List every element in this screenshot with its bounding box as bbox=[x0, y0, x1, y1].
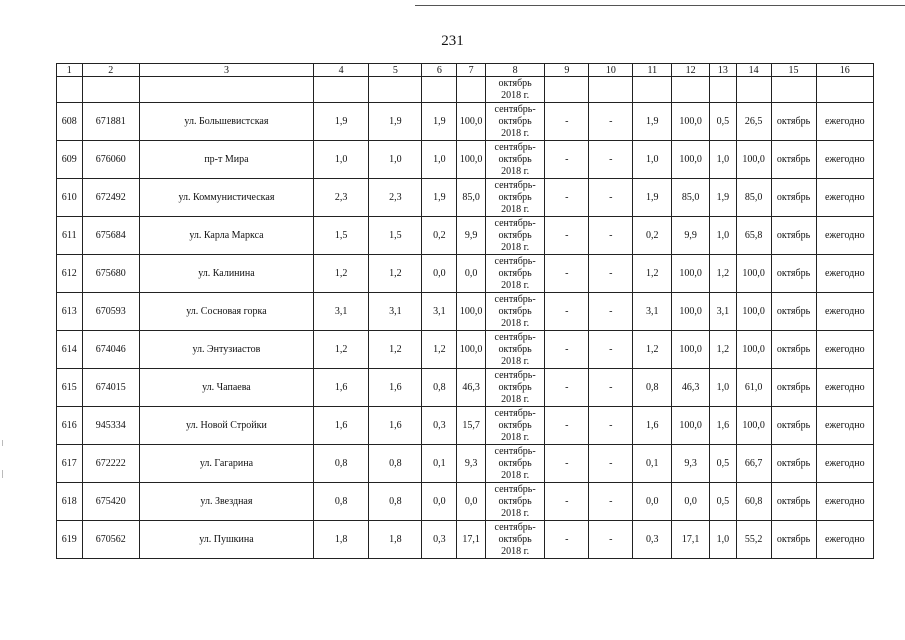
table-cell: - bbox=[589, 407, 633, 445]
period-cell bbox=[485, 77, 544, 103]
table-cell: 1,2 bbox=[710, 331, 737, 369]
table-header-row bbox=[57, 64, 874, 77]
table-cell: 3,1 bbox=[633, 293, 672, 331]
table-cell: 0,5 bbox=[710, 103, 737, 141]
table-row bbox=[57, 445, 874, 483]
table-row bbox=[57, 255, 874, 293]
table-cell: ежегодно bbox=[816, 103, 873, 141]
column-header: 11 bbox=[633, 64, 672, 77]
table-cell: 17,1 bbox=[672, 521, 710, 559]
column-header: 1 bbox=[57, 64, 83, 77]
table-cell bbox=[57, 77, 83, 103]
period-cell bbox=[485, 103, 544, 141]
table-cell: ежегодно bbox=[816, 369, 873, 407]
table-cell bbox=[369, 77, 422, 103]
table-cell: - bbox=[589, 141, 633, 179]
period-line: сентябрь- bbox=[494, 217, 536, 229]
table-cell: ежегодно bbox=[816, 293, 873, 331]
table-cell: 1,0 bbox=[422, 141, 457, 179]
table-cell: 0,5 bbox=[710, 483, 737, 521]
table-cell: 0,0 bbox=[457, 255, 486, 293]
period-line: 2018 г. bbox=[501, 469, 530, 481]
table-cell: октябрь bbox=[771, 407, 816, 445]
table-cell: 3,1 bbox=[710, 293, 737, 331]
table-cell: 1,2 bbox=[422, 331, 457, 369]
table-cell bbox=[710, 77, 737, 103]
table-cell bbox=[589, 77, 633, 103]
table-cell: 9,3 bbox=[672, 445, 710, 483]
column-header: 16 bbox=[816, 64, 873, 77]
table-cell: 9,3 bbox=[457, 445, 486, 483]
table-cell: 1,2 bbox=[369, 255, 422, 293]
table-cell: 618 bbox=[57, 483, 83, 521]
period-cell bbox=[485, 445, 544, 483]
table-cell: 0,8 bbox=[313, 445, 368, 483]
table-cell: ежегодно bbox=[816, 141, 873, 179]
table-cell: ежегодно bbox=[816, 407, 873, 445]
table-cell: - bbox=[545, 217, 589, 255]
table-cell: 611 bbox=[57, 217, 83, 255]
table-cell: 0,5 bbox=[710, 445, 737, 483]
table-cell: 1,0 bbox=[710, 521, 737, 559]
table-cell: 1,9 bbox=[710, 179, 737, 217]
table-row bbox=[57, 407, 874, 445]
table-cell: 676060 bbox=[82, 141, 139, 179]
table-cell: - bbox=[589, 483, 633, 521]
table-cell: 1,2 bbox=[710, 255, 737, 293]
table-cell: 0,0 bbox=[457, 483, 486, 521]
table-cell: 675684 bbox=[82, 217, 139, 255]
table-row bbox=[57, 141, 874, 179]
table-cell: ежегодно bbox=[816, 521, 873, 559]
table-cell: 0,8 bbox=[422, 369, 457, 407]
period-line: 2018 г. bbox=[501, 545, 530, 557]
table-cell: 1,0 bbox=[313, 141, 368, 179]
table-cell: октябрь bbox=[771, 293, 816, 331]
table-cell: 1,0 bbox=[633, 141, 672, 179]
table-cell: 1,0 bbox=[710, 369, 737, 407]
table-cell: 85,0 bbox=[457, 179, 486, 217]
period-line: 2018 г. bbox=[501, 127, 530, 139]
table-cell bbox=[736, 77, 771, 103]
table-cell: 671881 bbox=[82, 103, 139, 141]
table-cell: 3,1 bbox=[369, 293, 422, 331]
scan-edge-mark bbox=[2, 440, 3, 446]
period-line: сентябрь- bbox=[494, 103, 536, 115]
table-cell: 100,0 bbox=[672, 293, 710, 331]
table-cell: 0,3 bbox=[422, 407, 457, 445]
table-cell bbox=[82, 77, 139, 103]
table-cell: ежегодно bbox=[816, 445, 873, 483]
address-cell: ул. Калинина bbox=[139, 255, 313, 293]
table-cell: 1,5 bbox=[369, 217, 422, 255]
top-rule bbox=[415, 5, 905, 6]
table-cell: 100,0 bbox=[672, 407, 710, 445]
table-cell: 0,2 bbox=[422, 217, 457, 255]
address-cell: ул. Гагарина bbox=[139, 445, 313, 483]
table-cell: 1,9 bbox=[313, 103, 368, 141]
table-row bbox=[57, 293, 874, 331]
table-cell: 609 bbox=[57, 141, 83, 179]
table-cell: - bbox=[545, 179, 589, 217]
period-line: 2018 г. bbox=[501, 279, 530, 291]
table-cell: 612 bbox=[57, 255, 83, 293]
table-cell: 0,3 bbox=[422, 521, 457, 559]
table-cell: 1,6 bbox=[369, 407, 422, 445]
table-cell bbox=[672, 77, 710, 103]
period-cell bbox=[485, 141, 544, 179]
period-cell bbox=[485, 331, 544, 369]
table-cell: 1,9 bbox=[633, 179, 672, 217]
table-cell: 1,6 bbox=[710, 407, 737, 445]
table-cell: октябрь bbox=[771, 255, 816, 293]
table-cell: - bbox=[545, 521, 589, 559]
table-cell: 0,3 bbox=[633, 521, 672, 559]
table-cell: ежегодно bbox=[816, 179, 873, 217]
table-cell: 0,0 bbox=[672, 483, 710, 521]
table-cell: 3,1 bbox=[422, 293, 457, 331]
table-cell: 9,9 bbox=[457, 217, 486, 255]
address-cell: ул. Новой Стройки bbox=[139, 407, 313, 445]
table-cell bbox=[422, 77, 457, 103]
table-cell: октябрь bbox=[771, 445, 816, 483]
table-cell: 1,0 bbox=[369, 141, 422, 179]
table-cell: 0,8 bbox=[313, 483, 368, 521]
table-cell: 610 bbox=[57, 179, 83, 217]
table-cell bbox=[633, 77, 672, 103]
column-header: 10 bbox=[589, 64, 633, 77]
table-cell: 100,0 bbox=[457, 141, 486, 179]
period-line: 2018 г. bbox=[501, 241, 530, 253]
table-cell: 2,3 bbox=[313, 179, 368, 217]
table-cell: - bbox=[545, 331, 589, 369]
period-line: октябрь bbox=[498, 343, 532, 355]
period-cell bbox=[485, 369, 544, 407]
period-line: 2018 г. bbox=[501, 431, 530, 443]
table-cell: 613 bbox=[57, 293, 83, 331]
period-line: октябрь bbox=[498, 191, 532, 203]
period-line: октябрь bbox=[498, 77, 532, 89]
table-cell: 0,8 bbox=[369, 483, 422, 521]
table-cell: ежегодно bbox=[816, 331, 873, 369]
scan-edge-mark bbox=[2, 470, 3, 478]
table-cell bbox=[771, 77, 816, 103]
table-cell: 100,0 bbox=[672, 141, 710, 179]
table-cell: 1,9 bbox=[633, 103, 672, 141]
table-cell: 1,0 bbox=[710, 217, 737, 255]
table-cell: 100,0 bbox=[736, 331, 771, 369]
period-line: 2018 г. bbox=[501, 203, 530, 215]
table-cell: 675680 bbox=[82, 255, 139, 293]
period-cell bbox=[485, 521, 544, 559]
table-cell: 0,0 bbox=[422, 255, 457, 293]
table-cell: 0,8 bbox=[369, 445, 422, 483]
table-cell: 674046 bbox=[82, 331, 139, 369]
period-line: 2018 г. bbox=[501, 165, 530, 177]
table-cell: - bbox=[545, 293, 589, 331]
table-cell: октябрь bbox=[771, 179, 816, 217]
table-cell: - bbox=[589, 217, 633, 255]
table-cell: 61,0 bbox=[736, 369, 771, 407]
table-cell: 614 bbox=[57, 331, 83, 369]
column-header: 9 bbox=[545, 64, 589, 77]
table-cell: - bbox=[589, 179, 633, 217]
table-cell: октябрь bbox=[771, 331, 816, 369]
period-line: октябрь bbox=[498, 115, 532, 127]
table-cell: 1,6 bbox=[313, 369, 368, 407]
table-cell: 1,6 bbox=[369, 369, 422, 407]
table-row bbox=[57, 179, 874, 217]
table-cell: 674015 bbox=[82, 369, 139, 407]
table-cell: 100,0 bbox=[736, 407, 771, 445]
table-cell: - bbox=[545, 483, 589, 521]
period-line: сентябрь- bbox=[494, 483, 536, 495]
table-cell: ежегодно bbox=[816, 255, 873, 293]
table-cell: 100,0 bbox=[736, 255, 771, 293]
table-cell: октябрь bbox=[771, 141, 816, 179]
period-cell bbox=[485, 179, 544, 217]
period-cell bbox=[485, 407, 544, 445]
table-row bbox=[57, 331, 874, 369]
table-cell: - bbox=[589, 521, 633, 559]
period-cell bbox=[485, 217, 544, 255]
period-line: 2018 г. bbox=[501, 507, 530, 519]
table-cell: 0,0 bbox=[422, 483, 457, 521]
table-cell: 1,2 bbox=[313, 255, 368, 293]
address-cell: ул. Сосновая горка bbox=[139, 293, 313, 331]
period-line: октябрь bbox=[498, 267, 532, 279]
table-cell: - bbox=[589, 255, 633, 293]
table-cell: - bbox=[545, 445, 589, 483]
address-cell: ул. Коммунистическая bbox=[139, 179, 313, 217]
table-cell: октябрь bbox=[771, 217, 816, 255]
column-header: 14 bbox=[736, 64, 771, 77]
table-row bbox=[57, 217, 874, 255]
table-cell: - bbox=[589, 293, 633, 331]
period-line: октябрь bbox=[498, 533, 532, 545]
period-line: сентябрь- bbox=[494, 369, 536, 381]
table-cell: 0,8 bbox=[633, 369, 672, 407]
table-cell: 672222 bbox=[82, 445, 139, 483]
table-cell: 672492 bbox=[82, 179, 139, 217]
table-cell: 100,0 bbox=[736, 141, 771, 179]
table-cell: - bbox=[545, 369, 589, 407]
period-line: сентябрь- bbox=[494, 293, 536, 305]
table-cell: 65,8 bbox=[736, 217, 771, 255]
table-cell: 1,5 bbox=[313, 217, 368, 255]
table-cell: - bbox=[545, 255, 589, 293]
table-cell: 3,1 bbox=[313, 293, 368, 331]
table-cell: 9,9 bbox=[672, 217, 710, 255]
table-cell: 100,0 bbox=[457, 103, 486, 141]
table-cell: октябрь bbox=[771, 521, 816, 559]
table-cell: 1,2 bbox=[369, 331, 422, 369]
address-cell: ул. Большевистская bbox=[139, 103, 313, 141]
table-cell: 617 bbox=[57, 445, 83, 483]
table-cell: 100,0 bbox=[736, 293, 771, 331]
address-cell: ул. Пушкина bbox=[139, 521, 313, 559]
period-line: сентябрь- bbox=[494, 255, 536, 267]
table-cell: - bbox=[545, 407, 589, 445]
table-cell: 675420 bbox=[82, 483, 139, 521]
table-cell: 46,3 bbox=[672, 369, 710, 407]
period-line: сентябрь- bbox=[494, 331, 536, 343]
column-header: 15 bbox=[771, 64, 816, 77]
period-line: октябрь bbox=[498, 305, 532, 317]
table-cell: 0,2 bbox=[633, 217, 672, 255]
table-cell: 945334 bbox=[82, 407, 139, 445]
table-cell: 1,0 bbox=[710, 141, 737, 179]
table-cell: 1,9 bbox=[369, 103, 422, 141]
table-cell: - bbox=[545, 103, 589, 141]
column-header: 12 bbox=[672, 64, 710, 77]
period-line: октябрь bbox=[498, 457, 532, 469]
column-header: 13 bbox=[710, 64, 737, 77]
period-line: 2018 г. bbox=[501, 355, 530, 367]
period-line: сентябрь- bbox=[494, 445, 536, 457]
column-header: 6 bbox=[422, 64, 457, 77]
table-cell: 55,2 bbox=[736, 521, 771, 559]
table-cell: 85,0 bbox=[736, 179, 771, 217]
continuation-row bbox=[57, 77, 874, 103]
table-cell: 46,3 bbox=[457, 369, 486, 407]
table-cell: 60,8 bbox=[736, 483, 771, 521]
table-cell: ежегодно bbox=[816, 217, 873, 255]
table-cell: 616 bbox=[57, 407, 83, 445]
period-line: сентябрь- bbox=[494, 407, 536, 419]
period-line: октябрь bbox=[498, 381, 532, 393]
address-cell: ул. Энтузиастов bbox=[139, 331, 313, 369]
period-line: 2018 г. bbox=[501, 317, 530, 329]
table-row bbox=[57, 521, 874, 559]
table-cell: - bbox=[589, 445, 633, 483]
table-cell bbox=[457, 77, 486, 103]
period-line: октябрь bbox=[498, 495, 532, 507]
period-cell bbox=[485, 293, 544, 331]
table-cell: 615 bbox=[57, 369, 83, 407]
period-cell bbox=[485, 483, 544, 521]
table-cell: - bbox=[589, 103, 633, 141]
table-cell: 100,0 bbox=[672, 331, 710, 369]
table-cell: 0,0 bbox=[633, 483, 672, 521]
column-header: 8 bbox=[485, 64, 544, 77]
table-row bbox=[57, 103, 874, 141]
table-cell: 17,1 bbox=[457, 521, 486, 559]
table-cell: 100,0 bbox=[672, 103, 710, 141]
table-cell: 26,5 bbox=[736, 103, 771, 141]
table-cell bbox=[313, 77, 368, 103]
table-cell: 1,6 bbox=[633, 407, 672, 445]
table-cell: 1,6 bbox=[313, 407, 368, 445]
table-cell: октябрь bbox=[771, 483, 816, 521]
table-cell: 1,9 bbox=[422, 103, 457, 141]
address-cell: ул. Карла Маркса bbox=[139, 217, 313, 255]
table-cell: октябрь bbox=[771, 369, 816, 407]
table-cell: 1,2 bbox=[313, 331, 368, 369]
table-cell: - bbox=[589, 369, 633, 407]
period-line: октябрь bbox=[498, 419, 532, 431]
table-cell: 1,8 bbox=[313, 521, 368, 559]
table-cell: 619 bbox=[57, 521, 83, 559]
period-line: октябрь bbox=[498, 153, 532, 165]
table-cell: 100,0 bbox=[457, 331, 486, 369]
table-cell: 66,7 bbox=[736, 445, 771, 483]
data-table bbox=[56, 63, 874, 559]
period-line: 2018 г. bbox=[501, 393, 530, 405]
table-cell: 1,9 bbox=[422, 179, 457, 217]
period-line: сентябрь- bbox=[494, 141, 536, 153]
period-line: сентябрь- bbox=[494, 179, 536, 191]
table-cell bbox=[139, 77, 313, 103]
table-cell: 608 bbox=[57, 103, 83, 141]
table-cell: 100,0 bbox=[672, 255, 710, 293]
table-row bbox=[57, 369, 874, 407]
table-cell: 100,0 bbox=[457, 293, 486, 331]
period-cell bbox=[485, 255, 544, 293]
table-cell: 1,8 bbox=[369, 521, 422, 559]
table-cell: 670593 bbox=[82, 293, 139, 331]
column-header: 4 bbox=[313, 64, 368, 77]
column-header: 2 bbox=[82, 64, 139, 77]
table-cell: 1,2 bbox=[633, 255, 672, 293]
address-cell: пр-т Мира bbox=[139, 141, 313, 179]
table-cell: ежегодно bbox=[816, 483, 873, 521]
table-cell: 0,1 bbox=[422, 445, 457, 483]
table-cell: - bbox=[589, 331, 633, 369]
column-header: 7 bbox=[457, 64, 486, 77]
table-cell: 85,0 bbox=[672, 179, 710, 217]
table-row bbox=[57, 483, 874, 521]
table-cell: 0,1 bbox=[633, 445, 672, 483]
table-cell: 2,3 bbox=[369, 179, 422, 217]
address-cell: ул. Звездная bbox=[139, 483, 313, 521]
table-cell: октябрь bbox=[771, 103, 816, 141]
period-line: сентябрь- bbox=[494, 521, 536, 533]
column-header: 3 bbox=[139, 64, 313, 77]
page-number: 231 bbox=[441, 33, 464, 49]
table-cell: 1,2 bbox=[633, 331, 672, 369]
table-cell: - bbox=[545, 141, 589, 179]
column-header: 5 bbox=[369, 64, 422, 77]
table-cell: 670562 bbox=[82, 521, 139, 559]
period-line: октябрь bbox=[498, 229, 532, 241]
address-cell: ул. Чапаева bbox=[139, 369, 313, 407]
table-cell bbox=[545, 77, 589, 103]
table-cell: 15,7 bbox=[457, 407, 486, 445]
table-cell bbox=[816, 77, 873, 103]
period-line: 2018 г. bbox=[501, 89, 530, 101]
